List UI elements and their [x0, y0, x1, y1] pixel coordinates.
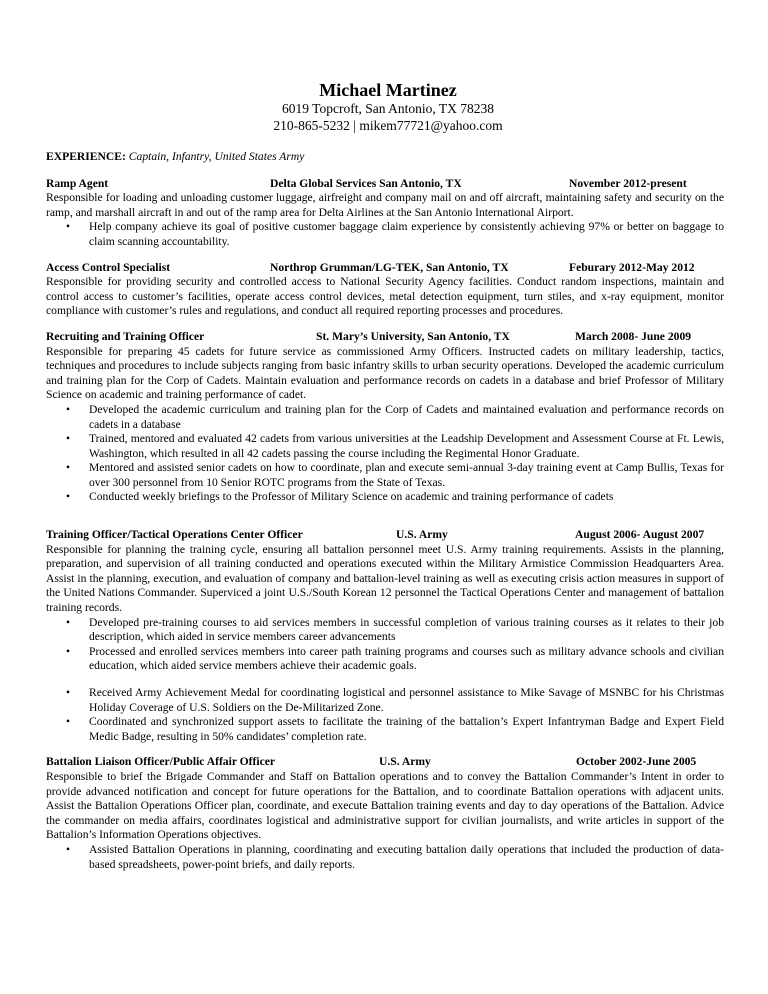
job-organization: U.S. Army: [379, 755, 431, 769]
bullet-text: Mentored and assisted senior cadets on how to coordinate, plan and execute semi-annual 3-day training event at Camp Bullis, Texas for over 300 personnel from 10 Senior ROTC programs from the State of Texas.: [89, 461, 724, 489]
bullet-text: Received Army Achievement Medal for coordinating logistical and personnel assistance to Mike Savage of MSNBC for his Christmas Holiday Coverage of U.S. Soldiers on the De-Militarized Zone.: [89, 686, 724, 714]
job-title: Ramp Agent: [46, 176, 109, 190]
job-dates: Feburary 2012-May 2012: [569, 260, 695, 274]
job-dates: October 2002-June 2005: [576, 755, 697, 769]
candidate-name: Michael Martinez: [319, 80, 457, 100]
job-bullets: [46, 843, 724, 872]
job-dates: November 2012-present: [569, 176, 687, 190]
bullet-text: Processed and enrolled services members into career path training programs and courses such as military advance schools and civilian education, which aided service members achieve their academic goals.: [89, 644, 724, 673]
job-header: [46, 755, 724, 770]
bullet-item: [46, 645, 724, 674]
contact-line: 210-865-5232 | mikem77721@yahoo.com: [273, 118, 503, 133]
job-organization: St. Mary’s University, San Antonio, TX: [316, 329, 510, 343]
bullet-icon: •: [66, 842, 71, 856]
bullet-text: Developed the academic curriculum and training plan for the Corp of Cadets and maintained evaluation and performance records on cadets in a database: [89, 402, 724, 431]
job-dates: March 2008- June 2009: [575, 329, 692, 343]
bullet-text: Assisted Battalion Operations in planning, coordinating and executing battalion daily operations that included the production of data-based spreadsheets, power-point briefs, and daily reports.: [89, 842, 724, 871]
job-organization: Delta Global Services San Antonio, TX: [270, 176, 462, 190]
resume-body: [46, 150, 724, 883]
job-entry: [46, 528, 724, 744]
bullet-item: [46, 432, 724, 461]
job-header: [46, 528, 724, 543]
job-entry: [46, 261, 724, 319]
bullet-text: Conducted weekly briefings to the Professor of Military Science on academic and training performance of cadets: [89, 490, 614, 504]
job-bullets: [46, 616, 724, 745]
bullet-item: [46, 686, 724, 715]
bullet-item: [46, 220, 724, 249]
job-header: [46, 330, 724, 345]
job-dates: August 2006- August 2007: [575, 528, 705, 542]
experience-detail: Captain, Infantry, United States Army: [128, 150, 305, 163]
job-description: Responsible for planning the training cycle, ensuring all battalion personnel meet U.S. Army training requirements. Assists in the planning, preparation, and supervision of all training conducted and operations executed within the Military Armistice Commission Headquarters Area. Assist in the planning, execution, and evaluation of company and battalion-level training as well as executing crisis action measures in support of the United Nations Commander. Superviced a joint U.S./South Korean 12 personnel the Tactical Operations Center and management of battalion training records.: [46, 542, 724, 615]
experience-heading: [46, 150, 724, 165]
job-organization: U.S. Army: [396, 528, 448, 542]
job-title: Access Control Specialist: [46, 260, 171, 274]
resume-header: [0, 80, 768, 134]
bullet-item: [46, 843, 724, 872]
job-description: Responsible for preparing 45 cadets for future service as commissioned Army Officers. Instructed cadets on military leadership, tactics, techniques and procedures to include subjects ranging from basic infantry skills to urban security operations. Developed the academic curriculum and training plan for the Corp of Cadets. Maintain evaluation and performance records on cadets in a database and brief Professor of Military Science on academic and training performance of cadet.: [46, 344, 724, 402]
address-line: 6019 Topcroft, San Antonio, TX 78238: [282, 101, 494, 116]
bullet-icon: •: [66, 715, 71, 729]
bullet-icon: •: [66, 461, 71, 475]
bullet-icon: •: [66, 644, 71, 658]
job-description: Responsible for providing security and controlled access to National Security Agency facilities. Conduct random inspections, maintain and control access to customer’s facilities, operate access control devices, metal detection equipment, turn stiles, and x-ray equipment, monitor compliance with customer’s rules and regulations, and conduct all required reporting processes and procedures.: [46, 275, 724, 318]
job-title: Recruiting and Training Officer: [46, 329, 205, 343]
bullet-item: [46, 490, 724, 505]
bullet-item: [46, 616, 724, 645]
bullet-text: Trained, mentored and evaluated 42 cadets from various universities at the Leadship Development and Assessment Course at Ft. Lewis, Washington, which resulted in all 42 cadets passing the course including the Regimental Honor Graduate.: [89, 432, 724, 460]
job-header: [46, 261, 724, 276]
bullet-icon: •: [66, 220, 71, 234]
bullet-item: [46, 715, 724, 744]
bullet-icon: •: [66, 615, 71, 629]
job-description: Responsible for loading and unloading customer luggage, airfreight and company mail on and off aircraft, maintaining safety and security on the ramp, and marshall aircraft in and out of the ramp area for Delta Airlines at the San Antonio International Airport.: [46, 191, 724, 219]
bullet-icon: •: [66, 490, 71, 504]
experience-label: EXPERIENCE:: [46, 150, 126, 163]
job-organization: Northrop Grumman/LG-TEK, San Antonio, TX: [270, 260, 509, 274]
bullet-item: [46, 461, 724, 490]
bullet-icon: •: [66, 686, 71, 699]
bullet-text: Help company achieve its goal of positive customer baggage claim experience by consistently achieving 97% or better on baggage to claim scanning accountability.: [89, 220, 724, 248]
job-title: Battalion Liaison Officer/Public Affair Officer: [46, 755, 276, 769]
job-bullets: [46, 403, 724, 505]
job-entry: [46, 755, 724, 872]
bullet-text: Developed pre-training courses to aid services members in successful completion of various training courses as it relates to their job description, which aided in service members career advancements: [89, 615, 724, 644]
job-entry: [46, 177, 724, 250]
section-spacer: [46, 516, 724, 528]
job-entry: [46, 330, 724, 505]
bullet-icon: •: [66, 402, 71, 416]
bullet-item: [46, 403, 724, 432]
job-header: [46, 177, 724, 192]
bullet-icon: •: [66, 432, 71, 446]
job-title: Training Officer/Tactical Operations Center Officer: [46, 528, 303, 542]
job-description: Responsible to brief the Brigade Commander and Staff on Battalion operations and to convey the Battalion Commander’s Intent in order to provide advanced notification and concept for future operations for the Battalion, and to coordinate Battalion operations with adjacent units. Assist the Battalion Operations Officer plan, coordinate, and execute Battalion training events and day to day operations of the Battalion. Advice the commander on media affairs, coordinates logistical and administrative support for civilian journalists, and write articles in support of the Battalion’s Information Operations objectives.: [46, 769, 724, 842]
bullet-text: Coordinated and synchronized support assets to facilitate the training of the battalion’s Expert Infantryman Badge and Expert Field Medic Badge, resulting in 50% candidates’ completion rate.: [89, 715, 724, 743]
job-bullets: [46, 220, 724, 249]
